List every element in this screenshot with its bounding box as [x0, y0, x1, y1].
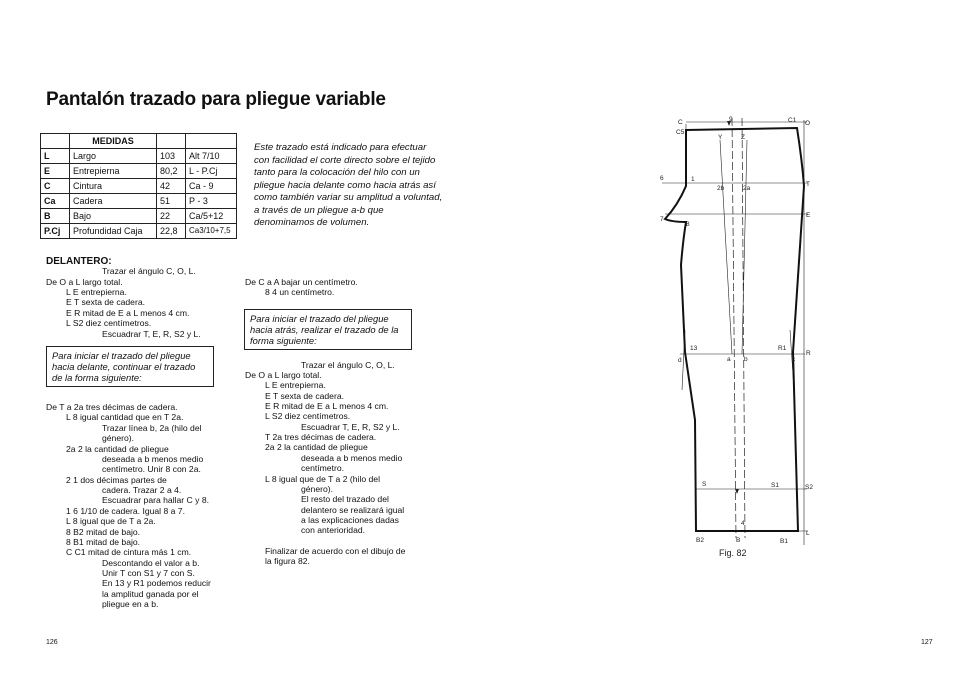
label-S1: S1 [771, 482, 779, 489]
table-row: L Largo 103 Alt 7/10 [41, 149, 237, 164]
instruction-line: L 8 igual cantidad que en T 2a. [66, 412, 184, 422]
instruction-line: 1 6 1/10 de cadera. Igual 8 a 7. [66, 506, 185, 516]
pattern-figure [655, 110, 825, 580]
instruction-line: 8 B1 mitad de bajo. [66, 537, 141, 547]
label-C1: C1 [788, 117, 797, 124]
label-2b: 2b [717, 185, 725, 192]
instruction-line: Finalizar de acuerdo con el dibujo de [265, 546, 406, 556]
instruction-line: Trazar línea b, 2a (hilo del [102, 423, 202, 433]
label-C: C [678, 119, 683, 126]
instruction-line: 8 B2 mitad de bajo. [66, 527, 141, 537]
instruction-line: deseada a b menos medio [102, 454, 204, 464]
label-C5: C5 [676, 129, 685, 136]
label-8-top: 8 [686, 221, 690, 228]
label-T: T [806, 181, 810, 188]
pleat-line [742, 140, 747, 354]
table-row: B Bajo 22 Ca/5+12 [41, 209, 237, 224]
instruction-line: E T sexta de cadera. [66, 297, 145, 307]
pattern-outline [665, 128, 804, 531]
table-row: P.Cj Profundidad Caja 22,8 Ca3/10+7,5 [41, 224, 237, 239]
instruction-line: L E entrepierna. [66, 287, 127, 297]
instruction-line: En 13 y R1 podemos reducir [102, 578, 211, 588]
medidas-table [40, 133, 237, 239]
instruction-line: 2a 2 la cantidad de pliegue [66, 444, 169, 454]
label-Y: Y [718, 134, 723, 141]
instruction-line: centímetro. Unir 8 con 2a. [102, 464, 201, 474]
instruction-line: De O a L largo total. [46, 277, 123, 287]
instruction-line: 2a 2 la cantidad de pliegue [265, 442, 368, 452]
instruction-line: cadera. Trazar 2 a 4. [102, 485, 182, 495]
delantero-note-box: Para iniciar el trazado del pliegue hacia delante, continuar el trazado de la forma siguiente: [46, 346, 214, 387]
instruction-line: L S2 diez centímetros. [265, 411, 351, 421]
instruction-line: T 2a tres décimas de cadera. [265, 432, 377, 442]
label-B2: B2 [696, 537, 704, 544]
instruction-line: Escuadrar para hallar C y 8. [102, 495, 209, 505]
trasero-note-box: Para iniciar el trazado del pliegue hacia atrás, realizar el trazado de la forma siguiente: [244, 309, 412, 350]
delantero-heading: DELANTERO: [46, 256, 112, 267]
table-row: Ca Cadera 51 P - 3 [41, 194, 237, 209]
label-O: O [805, 120, 811, 127]
label-13: 13 [690, 345, 698, 352]
table-row: E Entrepierna 80,2 L - P.Cj [41, 164, 237, 179]
instruction-line: Trazar el ángulo C, O, L. [102, 266, 196, 276]
label-c: c [792, 356, 796, 363]
page-number-right: 127 [921, 639, 933, 646]
label-R1: R1 [778, 345, 787, 352]
label-7: 7 [660, 216, 664, 223]
page-number-left: 126 [46, 639, 58, 646]
label-d: d [678, 357, 682, 364]
instruction-line: Trazar el ángulo C, O, L. [301, 360, 395, 370]
instruction-line: L S2 diez centímetros. [66, 318, 152, 328]
instruction-line: L 8 igual que de T a 2 (hilo del [265, 474, 380, 484]
label-E: E [806, 212, 811, 219]
instruction-line: la amplitud ganada por el [102, 589, 199, 599]
instruction-line: L 8 igual que de T a 2a. [66, 516, 156, 526]
instruction-line: pliegue en a b. [102, 599, 159, 609]
instruction-line: con anterioridad. [301, 525, 366, 535]
instruction-line: la figura 82. [265, 556, 310, 566]
intro-paragraph: Este trazado está indicado para efectuar con facilidad el corte directo sobre el tejido tanto para la colocación del hilo con un pliegue hacia delante como hacia atrás así como también variar su amplitud a voluntad, a través de un pliegue a-b que denominamos de volumen. [254, 142, 443, 228]
label-S: S [702, 481, 707, 488]
label-9: 9 [729, 116, 733, 123]
instruction-line: género). [301, 484, 334, 494]
label-2a: 2a [743, 185, 751, 192]
instruction-line: centímetro. [301, 463, 344, 473]
medidas-header: MEDIDAS [70, 134, 157, 149]
instruction-line: C C1 mitad de cintura más 1 cm. [66, 547, 192, 557]
instruction-line: a las explicaciones dadas [301, 515, 399, 525]
label-Z: Z [741, 134, 745, 141]
instruction-line: género). [102, 433, 135, 443]
grain-line [732, 118, 736, 538]
instruction-line: De T a 2a tres décimas de cadera. [46, 402, 178, 412]
instruction-line: E R mitad de E a L menos 4 cm. [66, 308, 190, 318]
instruction-line: E T sexta de cadera. [265, 391, 344, 401]
instruction-line: 8 4 un centímetro. [265, 287, 335, 297]
label-B: B [736, 537, 741, 544]
instruction-line: Escuadrar T, E, R, S2 y L. [301, 422, 400, 432]
instruction-line: De O a L largo total. [245, 370, 322, 380]
instruction-line: L E entrepierna. [265, 380, 326, 390]
instruction-line: delantero se realizará igual [301, 505, 405, 515]
label-R: R [806, 350, 811, 357]
label-4: 4 [741, 520, 745, 527]
instruction-line: Escuadrar T, E, R, S2 y L. [102, 329, 201, 339]
label-1: 1 [691, 176, 695, 183]
label-L: L [806, 530, 810, 537]
label-B1: B1 [780, 538, 788, 545]
instruction-line: deseada a b menos medio [301, 453, 403, 463]
label-6: 6 [660, 175, 664, 182]
instruction-line: E R mitad de E a L menos 4 cm. [265, 401, 389, 411]
instruction-line: 2 1 dos décimas partes de [66, 475, 167, 485]
label-a: a [727, 356, 731, 363]
pleat-line [720, 140, 732, 354]
figure-caption: Fig. 82 [719, 548, 747, 558]
page-title: Pantalón trazado para pliegue variable [46, 89, 386, 110]
label-S2: S2 [805, 484, 813, 491]
instruction-line: Unir T con S1 y 7 con S. [102, 568, 195, 578]
instruction-line: De C a A bajar un centímetro. [245, 277, 358, 287]
instruction-line: Descontando el valor a b. [102, 558, 200, 568]
label-b: b [744, 356, 748, 363]
table-row: C Cintura 42 Ca - 9 [41, 179, 237, 194]
instruction-line: El resto del trazado del [301, 494, 389, 504]
